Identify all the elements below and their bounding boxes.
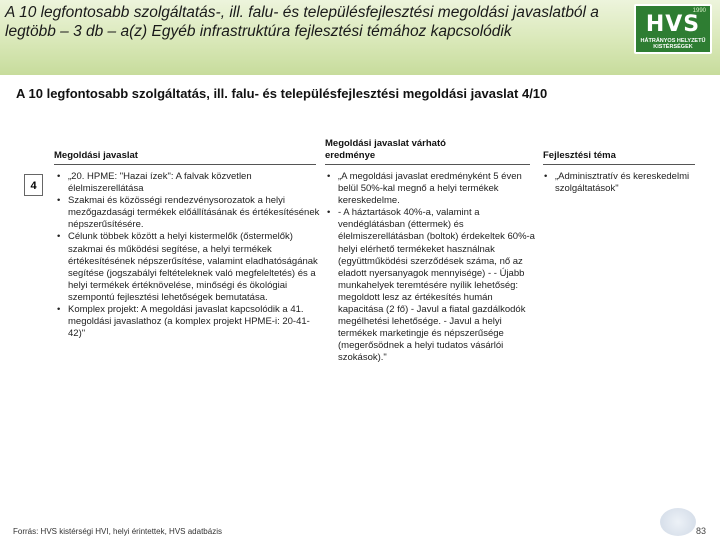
footer-source: Forrás: HVS kistérségi HVI, helyi érintettek, HVS adatbázis [13, 527, 222, 536]
logo-text: HVS [645, 12, 701, 37]
topic-list [543, 171, 693, 195]
header-banner [0, 0, 720, 75]
logo-subtext: HÁTRÁNYOS HELYZETŰ KISTÉRSÉGEK [640, 38, 706, 50]
solution-item: • Célunk többek között a helyi kistermelők (őstermelők) szakmai és működési segítése, a helyi termékek értékesítésének népszerűsítése, valamint eladhatóságának segítése (jogszabályi feltételeknek való megfeleltetés) és a helyi termékek értéknövelése, minőségi és ökológiai szempontú fejlesztési lehetőségek bemutatása. [56, 231, 322, 304]
header-title: A 10 legfontosabb szolgáltatás-, ill. falu- és településfejlesztési megoldási javaslatból a legtöbb – 3 db – a(z) Egyéb infrastruktúra fejlesztési témához kapcsolódik [5, 4, 599, 40]
column-header-solution: Megoldási javaslat [54, 150, 138, 161]
row-number: 4 [24, 174, 43, 196]
solution-item: • Komplex projekt: A megoldási javaslat kapcsolódik a 41. megoldási javaslathoz (a komplex projekt HPME-i: 20-41-42)" [56, 304, 322, 340]
divider-result [325, 164, 530, 165]
divider-topic [543, 164, 695, 165]
page-subtitle: A 10 legfontosabb szolgáltatás, ill. falu- és településfejlesztési megoldási javaslat 4/10 [16, 86, 548, 101]
solution-item: • Szakmai és közösségi rendezvénysorozatok a helyi mezőgazdasági termékek előállításának és értékesítésének népszerűsítésére. [56, 195, 322, 231]
result-item: • - A háztartások 40%-a, valamint a vendéglátásban (éttermek) és élelmiszerellátásban (boltok) érdekeltek 60%-a helyi elérhető termékeket használnak (együttműködési szerződések száma, nő az eladott nyersanyagok mennyisége) - - Újabb munkahelyek teremtésére nyílik lehetőség: megoldott lesz az értékesítés humán kapacitása (2 fő) - Javul a fiatal gazdálkodók megélhetési lehetősége. - Javul a helyi termékek marketingje és népszerűsége (megerősödnek a helyi tudatos vásárlói szokások)." [326, 207, 540, 364]
column-header-result: Megoldási javaslat várható eredménye [325, 138, 446, 161]
divider-solution [54, 164, 316, 165]
result-item: • „A megoldási javaslat eredményként 5 éven belül 50%-kal megnő a helyi termékek kereskedelme. [326, 171, 540, 207]
watermark-seal [660, 508, 696, 536]
solution-item: • „20. HPME: "Hazai ízek": A falvak közvetlen élelmiszerellátása [56, 171, 322, 195]
result-list [326, 171, 540, 365]
topic-item: • „Adminisztratív és kereskedelmi szolgáltatások" [543, 171, 693, 195]
solution-list [56, 171, 322, 340]
page-number: 83 [696, 526, 707, 536]
hvs-logo [634, 4, 712, 54]
logo-since: 1990 [692, 8, 706, 14]
column-header-topic: Fejlesztési téma [543, 150, 616, 161]
